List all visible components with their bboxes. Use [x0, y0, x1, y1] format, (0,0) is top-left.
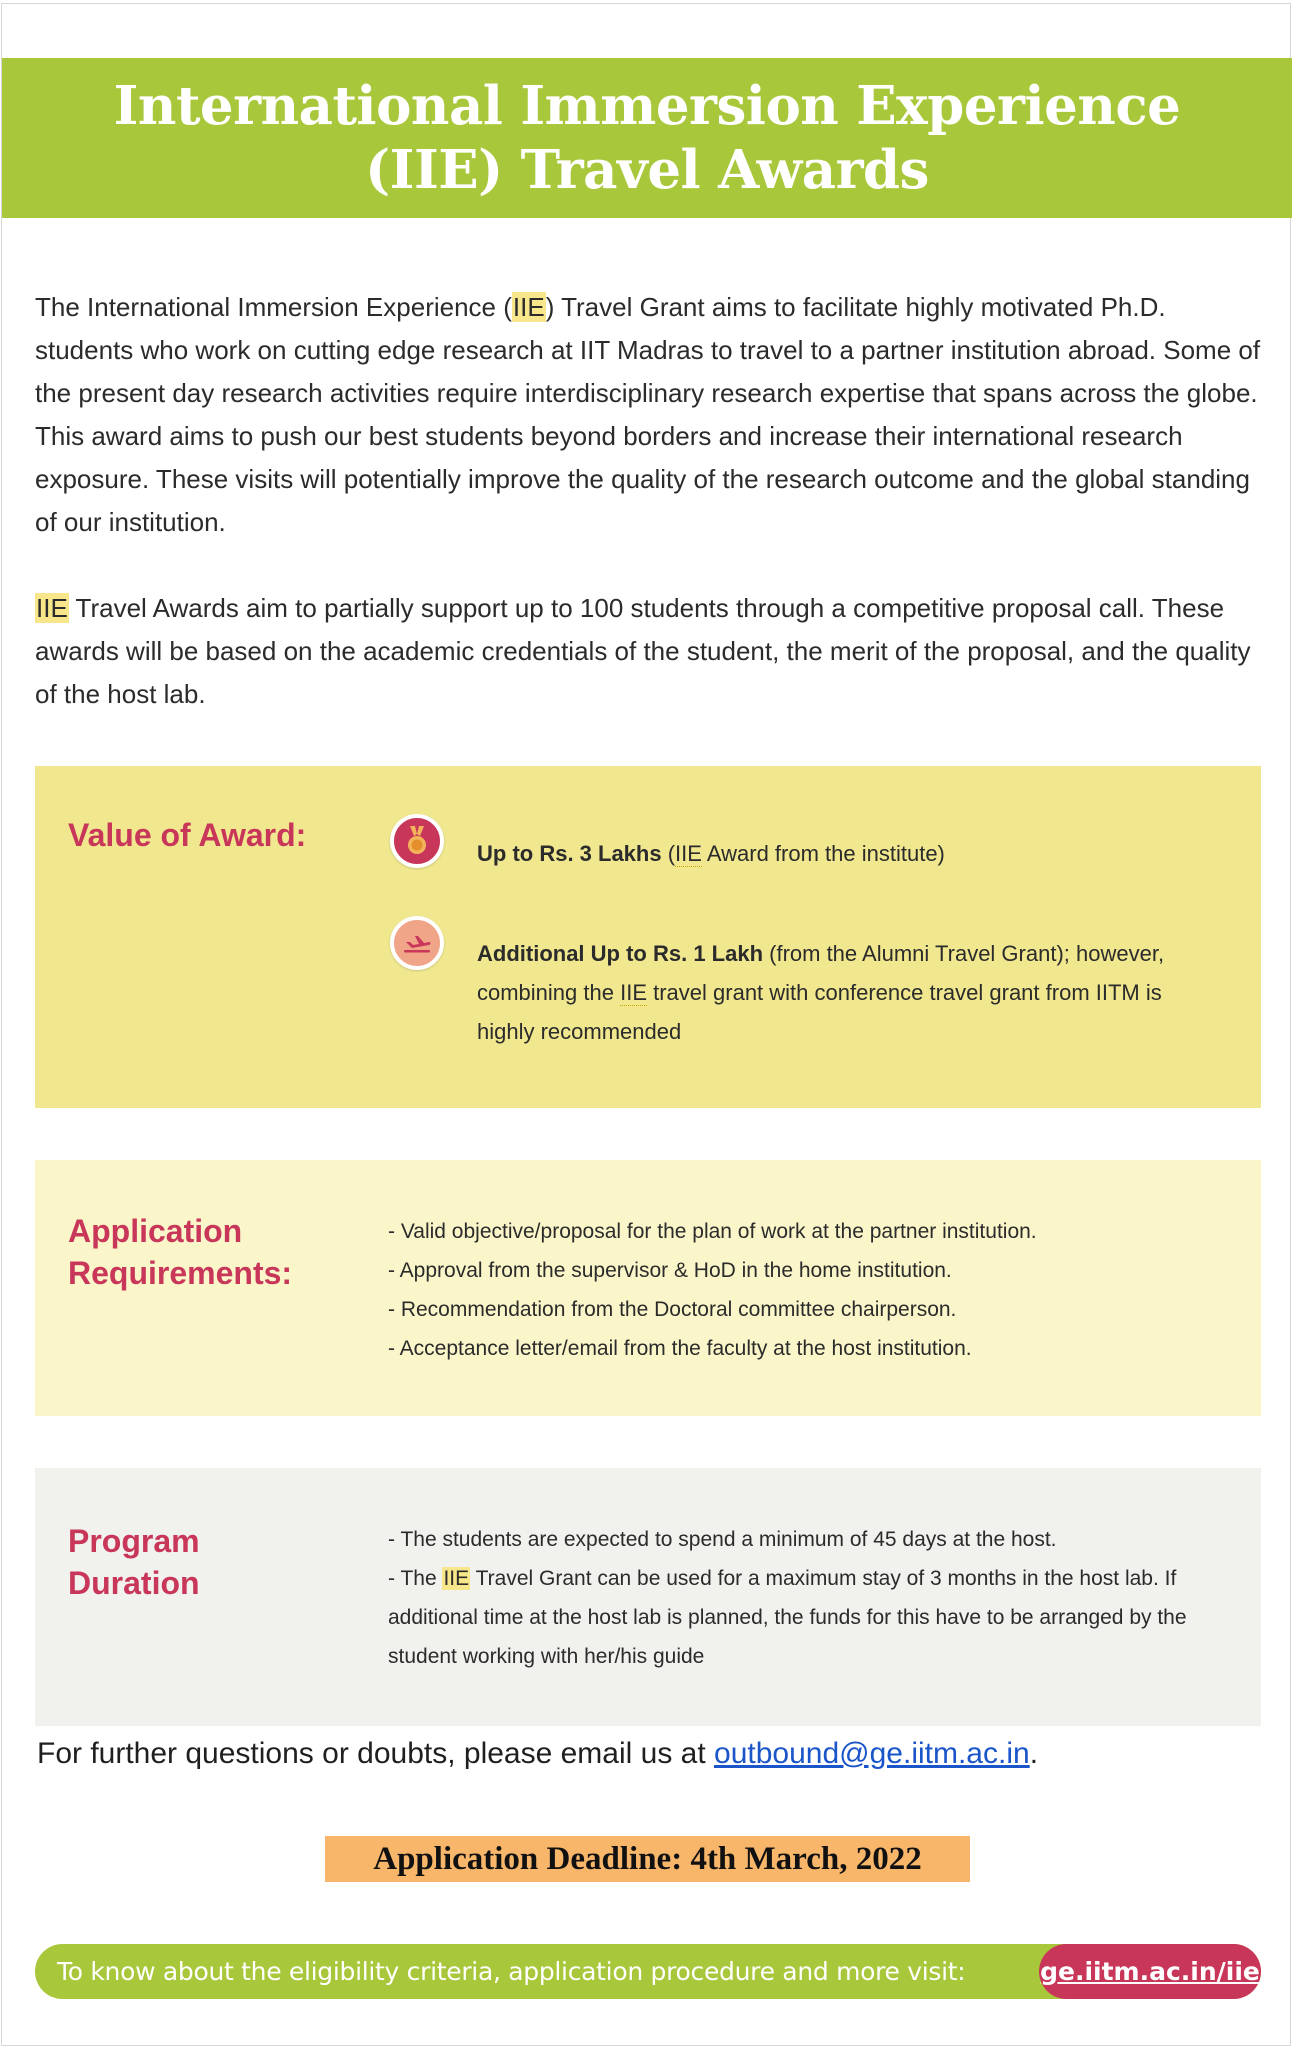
award-2-before: (from the Alumni Travel Grant); however, combining the [477, 941, 1165, 1005]
duration-title-line-1: Program [68, 1523, 200, 1559]
application-requirements-section [35, 1160, 1261, 1416]
contact-text: For further questions or doubts, please email us at [37, 1737, 715, 1770]
list-item: - The students are expected to spend a minimum of 45 days at the host. [388, 1528, 1057, 1551]
award-2-amount: Additional Up to Rs. 1 Lakh [477, 941, 764, 966]
airplane-icon [390, 916, 444, 970]
application-deadline: Application Deadline: 4th March, 2022 [325, 1836, 970, 1882]
title-line-1: International Immersion Experience [113, 75, 1181, 137]
iie-highlight: IIE [512, 292, 545, 322]
requirements-title-line-1: Application [68, 1213, 243, 1249]
intro-p1-before: The International Immersion Experience ( [35, 292, 512, 322]
duration-title-line-2: Duration [68, 1565, 200, 1601]
program-duration-section [35, 1468, 1261, 1726]
title-line-2: (IIE) Travel Awards [365, 139, 929, 201]
intro-paragraph-1 [35, 286, 1265, 544]
requirements-list [388, 1212, 1228, 1368]
list-item: - Acceptance letter/email from the faculty at the host institution. [388, 1337, 972, 1360]
duration-item2-before: - The [388, 1567, 443, 1590]
award-1-amount: Up to Rs. 3 Lakhs [477, 841, 662, 866]
duration-list [388, 1520, 1248, 1676]
duration-item2-after: Travel Grant can be used for a maximum stay of 3 months in the host lab. If additional time at the host lab is planned, the funds for this have to be arranged by the student working with her/his guide [388, 1567, 1187, 1668]
list-item: - Valid objective/proposal for the plan of work at the partner institution. [388, 1220, 1037, 1243]
section-title-application-requirements [68, 1210, 292, 1294]
contact-line [37, 1732, 1038, 1776]
page-title [114, 74, 1181, 202]
award-item-1 [477, 834, 1217, 873]
iie-highlight: IIE [675, 841, 702, 866]
website-link-button[interactable]: ge.iitm.ac.in/iie [1039, 1944, 1261, 1999]
list-item: - Recommendation from the Doctoral committee chairperson. [388, 1298, 957, 1321]
page-frame [1, 3, 1291, 2046]
requirements-title-line-2: Requirements: [68, 1255, 293, 1291]
award-2-after: travel grant with conference travel grant from IITM is highly recommended [477, 980, 1162, 1044]
iie-highlight: IIE [36, 593, 68, 623]
intro-p2-after: Travel Awards aim to partially support up to 100 students through a competitive proposal call. These awards will be based on the academic credentials of the student, the merit of the proposal, and the quality of the host lab. [35, 593, 1251, 709]
award-1-after: Award from the institute) [701, 841, 945, 866]
award-1-before: ( [661, 841, 676, 866]
list-item [388, 1559, 1248, 1676]
email-link[interactable]: outbound@ge.iitm.ac.in [714, 1737, 1030, 1770]
footer-text: To know about the eligibility criteria, application procedure and more visit: [57, 1957, 966, 1986]
intro-paragraph-2 [35, 587, 1265, 716]
intro-text [35, 286, 1265, 716]
title-banner [2, 58, 1292, 218]
iie-highlight: IIE [443, 1567, 470, 1590]
section-title-value-of-award: Value of Award: [68, 817, 307, 853]
medal-icon [390, 814, 444, 868]
award-item-2 [477, 934, 1217, 1051]
footer-bar [35, 1944, 1261, 1999]
intro-p1-after: ) Travel Grant aims to facilitate highly motivated Ph.D. students who work on cutting edge research at IIT Madras to travel to a partner institution abroad. Some of the present day research activities require interdisciplinary research expertise that spans across the globe. This award aims to push our best students beyond borders and increase their international research exposure. These visits will potentially improve the quality of the research outcome and the global standing of our institution. [35, 292, 1261, 537]
iie-highlight: IIE [620, 980, 647, 1005]
contact-end: . [1029, 1737, 1039, 1770]
value-of-award-section [35, 766, 1261, 1108]
list-item: - Approval from the supervisor & HoD in the home institution. [388, 1259, 952, 1282]
section-title-program-duration [68, 1520, 200, 1604]
